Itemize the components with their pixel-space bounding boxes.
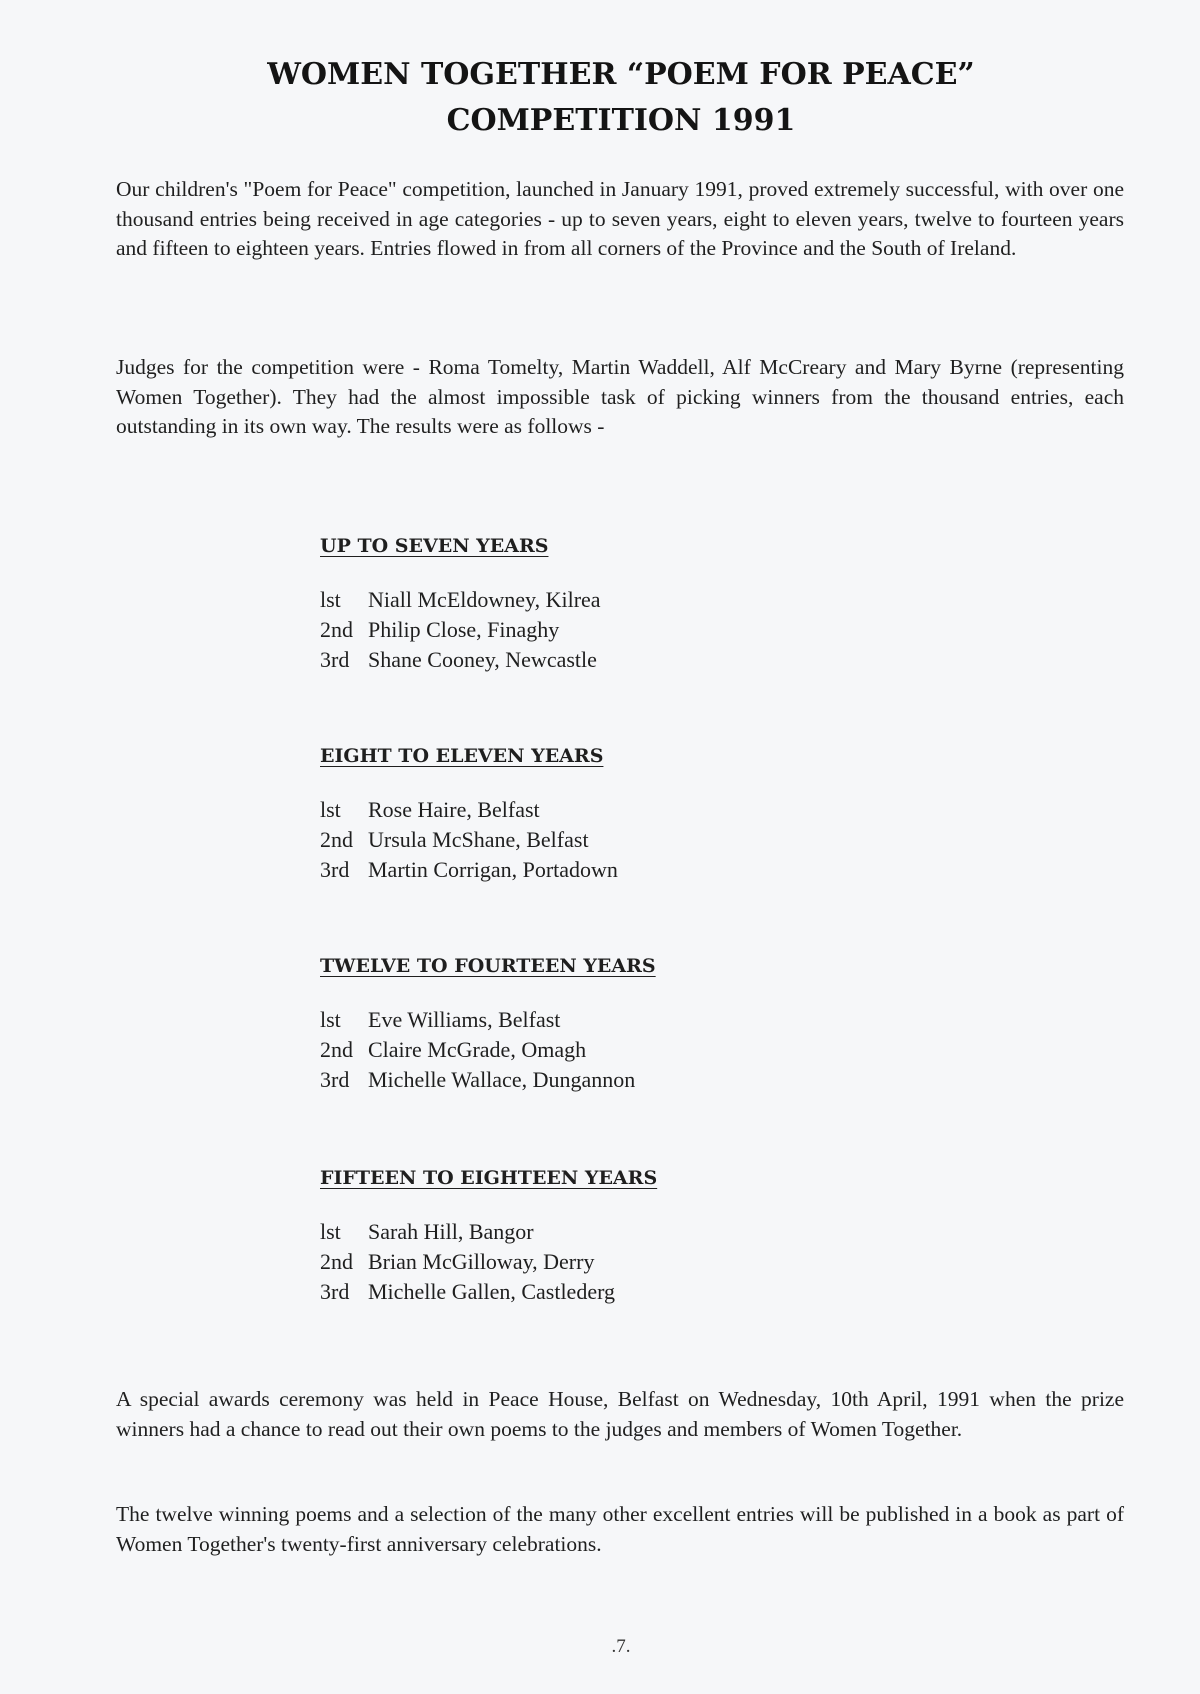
category-twelve-to-fourteen bbox=[320, 953, 920, 1095]
winner-entry bbox=[320, 855, 920, 885]
winner-name: Shane Cooney, Newcastle bbox=[368, 647, 597, 672]
winner-name: Eve Williams, Belfast bbox=[368, 1007, 561, 1032]
winner-entry bbox=[320, 1217, 920, 1247]
winner-entry bbox=[320, 585, 920, 615]
winner-name: Michelle Wallace, Dungannon bbox=[368, 1067, 636, 1092]
title-line-1: WOMEN TOGETHER “POEM FOR PEACE” bbox=[267, 57, 975, 92]
winner-place: 2nd bbox=[320, 617, 353, 642]
winner-entry bbox=[320, 645, 920, 675]
winner-name: Claire McGrade, Omagh bbox=[368, 1037, 587, 1062]
winner-place: 3rd bbox=[320, 857, 350, 882]
winner-entry bbox=[320, 795, 920, 825]
winner-entry bbox=[320, 1247, 920, 1277]
winner-entry bbox=[320, 825, 920, 855]
ceremony-paragraph: A special awards ceremony was held in Peace House, Belfast on Wednesday, 10th April, 1991 when the prize winners had a chance to read out their own poems to the judges and members of Women Together. bbox=[116, 1387, 1124, 1441]
winner-place: lst bbox=[320, 797, 341, 822]
winner-name: Sarah Hill, Bangor bbox=[368, 1219, 534, 1244]
winner-place: lst bbox=[320, 1219, 341, 1244]
winner-place: 3rd bbox=[320, 1279, 350, 1304]
winner-entry bbox=[320, 1277, 920, 1307]
winner-name: Rose Haire, Belfast bbox=[368, 797, 540, 822]
winner-entry bbox=[320, 1035, 920, 1065]
winner-entry bbox=[320, 1065, 920, 1095]
winner-place: 2nd bbox=[320, 827, 353, 852]
winner-place: 3rd bbox=[320, 647, 350, 672]
winner-place: lst bbox=[320, 587, 341, 612]
winner-name: Michelle Gallen, Castlederg bbox=[368, 1279, 616, 1304]
winner-entry bbox=[320, 1005, 920, 1035]
intro-paragraph: Our children's "Poem for Peace" competition, launched in January 1991, proved extremely successful, with over one thousand entries being received in age categories - up to seven years, eight to eleven years, twelve to fourteen years and fifteen to eighteen years. Entries flowed in from all corners of the Province and the South of Ireland. bbox=[116, 177, 1124, 260]
title-line-2: COMPETITION 1991 bbox=[446, 103, 796, 138]
winner-place: 3rd bbox=[320, 1067, 350, 1092]
category-eight-to-eleven bbox=[320, 743, 920, 885]
winner-place: lst bbox=[320, 1007, 341, 1032]
winner-name: Niall McEldowney, Kilrea bbox=[368, 587, 601, 612]
judges-paragraph: Judges for the competition were - Roma Tomelty, Martin Waddell, Alf McCreary and Mary Byrne (representing Women Together). They had the almost impossible task of picking winners from the thousand entries, each outstanding in its own way. The results were as follows - bbox=[116, 355, 1124, 438]
winner-name: Ursula McShane, Belfast bbox=[368, 827, 589, 852]
winner-entry bbox=[320, 615, 920, 645]
winner-place: 2nd bbox=[320, 1249, 353, 1274]
book-paragraph: The twelve winning poems and a selection of the many other excellent entries will be published in a book as part of Women Together's twenty-first anniversary celebrations. bbox=[116, 1502, 1124, 1556]
winner-place: 2nd bbox=[320, 1037, 353, 1062]
page-number: .7. bbox=[611, 1636, 631, 1657]
category-fifteen-to-eighteen bbox=[320, 1165, 920, 1307]
category-heading: FIFTEEN TO EIGHTEEN YEARS bbox=[320, 1167, 658, 1189]
winner-name: Philip Close, Finaghy bbox=[368, 617, 560, 642]
category-heading: UP TO SEVEN YEARS bbox=[320, 535, 549, 557]
winner-name: Martin Corrigan, Portadown bbox=[368, 857, 618, 882]
category-up-to-seven bbox=[320, 533, 920, 675]
category-heading: EIGHT TO ELEVEN YEARS bbox=[320, 745, 604, 767]
winner-name: Brian McGilloway, Derry bbox=[368, 1249, 595, 1274]
category-heading: TWELVE TO FOURTEEN YEARS bbox=[320, 955, 656, 977]
page-title bbox=[0, 52, 1200, 144]
